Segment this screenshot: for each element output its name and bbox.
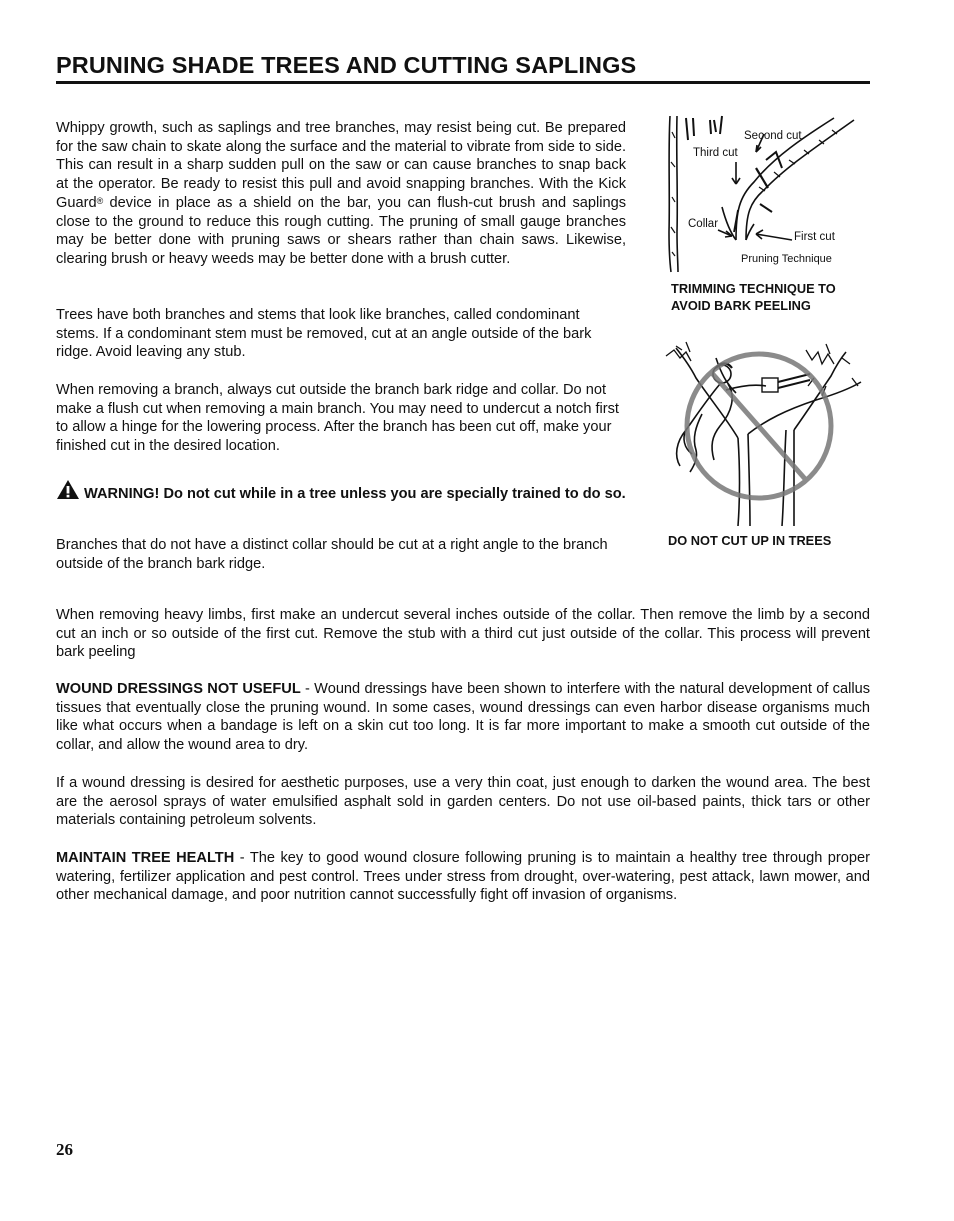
collar-label: Collar	[688, 218, 719, 230]
paragraph-removing-branch: When removing a branch, always cut outside the branch bark ridge and collar. Do not make a flush cut when removing a main branch. You may need to undercut a notch first to allow a hinge for the lowering process. After the branch has been cut off, make your finished cut in the desired location.	[56, 382, 619, 455]
warning-text	[56, 479, 626, 504]
pruning-technique-label: Pruning Technique	[741, 253, 832, 265]
do-not-cut-in-trees-figure	[656, 338, 866, 528]
paragraph-text: Whippy growth, such as saplings and tree branches, may resist being cut. Be prepared for the saw chain to skate along the surface and the material to vibrate from side to side. This can result in a sharp sudden pull on the saw or can cause branches to snap back at the operator. Be ready to resist this pull and avoid snapping branches. With the Kick Guard	[56, 120, 626, 211]
paragraph-text: device in place as a shield on the bar, you can flush-cut brush and saplings close to the ground to reduce this rough cutting. The pruning of small gauge branches may be better done with pruning saws or shears rather than chain saws. Likewise, clearing brush or heavy weeds may be better done with a brush cutter.	[56, 194, 626, 267]
second-cut-label: Second cut	[744, 130, 802, 142]
paragraph-no-collar: Branches that do not have a distinct collar should be cut at a right angle to the branch outside of the branch bark ridge.	[56, 537, 608, 572]
figure2-caption: DO NOT CUT UP IN TREES	[668, 533, 832, 548]
figure1-caption-line2: AVOID BARK PEELING	[671, 298, 811, 313]
paragraph-text: - The key to good wound closure following pruning is to maintain a healthy tree through proper watering, fertilizer application and pest control. Trees under stress from drought, over-watering, pest attack, lawn mower, and other mechanical damage, and poor nutrition cannot successfully fight off invasion of organisms.	[56, 850, 870, 904]
pruning-technique-figure	[664, 112, 866, 276]
figure1-caption-line1: TRIMMING TECHNIQUE TO	[671, 281, 836, 296]
paragraph-whippy-growth	[56, 119, 626, 269]
registered-mark: ®	[96, 195, 104, 206]
figure1-caption	[671, 280, 836, 314]
title-rule	[56, 81, 870, 84]
warning-icon	[56, 479, 80, 500]
first-cut-label: First cut	[794, 231, 835, 243]
page-number: 26	[56, 1140, 73, 1159]
third-cut-label: Third cut	[693, 147, 738, 159]
section-heading: MAINTAIN TREE HEALTH	[56, 850, 235, 866]
paragraph-aesthetic-dressing: If a wound dressing is desired for aesthetic purposes, use a very thin coat, just enough to darken the wound area. The best are the aerosol sprays of water emulsified asphalt sold in garden centers. Do not use oil-based paints, thick tars or other materials containing petroleum solvents.	[56, 775, 870, 829]
paragraph-text: - Wound dressings have been shown to interfere with the natural development of callus tissues that eventually close the pruning wound. In some cases, wound dressings can even harbor disease organisms much like what occurs when a bandage is left on a skin cut too long. It is far more important to make a smooth cut outside of the collar, and allow the wound area to dry.	[56, 681, 870, 754]
page-title: PRUNING SHADE TREES AND CUTTING SAPLINGS	[56, 52, 637, 78]
paragraph-wound-dressings	[56, 680, 870, 755]
warning-message: WARNING! Do not cut while in a tree unless you are specially trained to do so.	[84, 486, 626, 502]
paragraph-heavy-limbs: When removing heavy limbs, first make an undercut several inches outside of the collar. Then remove the limb by a second cut an inch or so outside of the first cut. Remove the stub with a third cut just outside of the collar. This process will prevent bark peeling	[56, 607, 870, 661]
section-heading: WOUND DRESSINGS NOT USEFUL	[56, 681, 301, 697]
paragraph-tree-health	[56, 849, 870, 905]
paragraph-condominant-stems: Trees have both branches and stems that look like branches, called condominant stems. If a condominant stem must be removed, cut at an angle outside of the bark ridge. Avoid leaving any stub.	[56, 307, 592, 361]
